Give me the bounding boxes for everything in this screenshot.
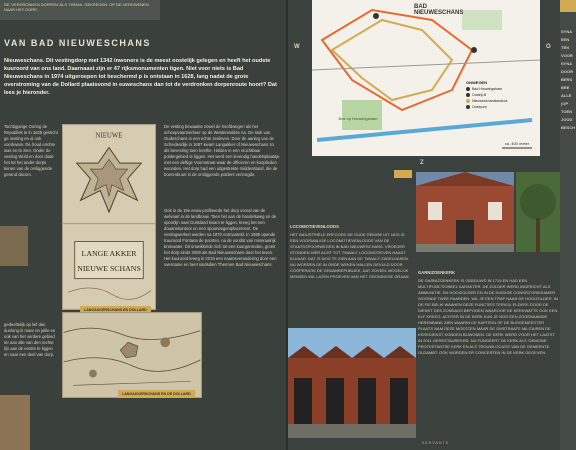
page-title: VAN BAD NIEUWESCHANS bbox=[4, 38, 151, 48]
left-page bbox=[0, 0, 286, 450]
yellow-tag bbox=[394, 170, 412, 178]
compass-east: O bbox=[546, 44, 551, 50]
section-locomotive-text: HET INDUSTRIËLE ERFGOED DE OUDE REMISE UIT 1876 IS EEN VOORMALIGE LOCOMOTIEVENLOODS VAN DE STAATSSPOORWEGEN IN BAD NIEUWESCHANS. VROEGER STONDEN HIER ACHT TOT TWAALF LOCOMOTIEVEN NAAST ELKAAR. DAT IS NOG TE ZIEN AAN DE TWAALF ZADELDAKEN. NU WORDEN DE IN ORDE WEKEN HALLEN GEVULD DOOR COÖPERATIE DE GRAANREPUBLIEK, DAT ZOVEEL MOGELIJK MENSEN WIL LATEN PROEVEN VAN HET GRONINGSE GRAAN. bbox=[290, 232, 410, 279]
right-page bbox=[288, 0, 576, 450]
fortress-map-drawing bbox=[63, 125, 155, 309]
compass-west: W bbox=[294, 44, 300, 50]
map1-badge: LANGAKKERSCHANS EN DOLLARD bbox=[80, 306, 151, 314]
locomotive-shed-drawing bbox=[288, 328, 416, 438]
route-map bbox=[312, 0, 540, 156]
section-church-heading: GARNIZOENKERK bbox=[418, 270, 455, 275]
legend-dot-icon bbox=[466, 87, 470, 91]
locomotive-shed-photo bbox=[288, 328, 416, 438]
column-3-text: De vesting bewaakte zowel de hoofdwegen als het scheepvaartverkeer op de Westerwoldse Aa. De stuk van Oudeschans is een echte zeeleven. Door de aanleg van de Scheidesdijk in 1687 kwam Langakker of Nieuweschans zo als bevesting toen heelhe. Holden in een vruchtbaar poldergebied te liggen. Het werd een levendig handelsplaatsje met een deftige Voornstraat waar de officieren en kooplieden woonden. Het dorp had een uitgestrekte middenstand, die de boerenbuurt in de omliggende polders verzorgde. bbox=[164, 124, 280, 177]
legend-dot-icon bbox=[466, 93, 470, 97]
legend-item: Oudeij-B bbox=[466, 92, 507, 98]
legend-item: Nieuweschanslandroa bbox=[466, 98, 507, 104]
compass-south: Z bbox=[420, 160, 424, 166]
section-locomotive-heading: LOCOMOTIEVENLOODS bbox=[290, 224, 339, 229]
legend-item: Bad Houwingsham bbox=[466, 86, 507, 92]
section-church-text: DE GARNIZOENKERK IS GEBOUWD IN 1715 EN HAD EEN MULTIFUNCTIONEEL KARAKTER. DE ZOLDER WERD INGERICHT ALS AMMUNITIE- EN HOOIZOLDER EN IN DE HUIDIGE CONSISTORIEKAMER WOONDE TWEE PAARDEN. WIL JE EEN TRAP NAAR DE HOOIZOLDER. IN DE FIE BELIK WAAHEN DEZE FUNCTIES TERVIJL ELDERS DOOR DE DIENST DES ZONDAGS BEPOGEN WAAROOR DE KERKWATTE OOK EEN ELF KREEG. ACHTER IN DE KERK KUN JE NOG EEN ZOGENAAMDE HERENBANK ZIEN WAARIN DE KAPITEIN OF DE BURGEMEESTER PLAATS NAM DEZE MOESTEN MAAR DE OMSTRAATE MILITAIREN DE KERKDIENST KONDEN BIJWONEN. DE KERK WERD VOOR HET LAATST IN 2011 GERESTAUREERD. NU FUNGEERT DE KERK ALS 'GEMONE' PROTESTANTSE KERK EN ALS TROUWLOCATIE VAN DE GEMEENTE OLDAMBT. OOK WORDEN ER CONCERTEN IN DE KERK GEGEVEN. bbox=[418, 278, 558, 355]
edge-text: SYNA EEN TEN VOOR SYNA DOOR BERS BRE ALLE (OP TOEN JOOD BESCH bbox=[561, 29, 576, 130]
column-1b-text: gedeeltelijk op lief dan dunlong in maar en jullie en ook van het verdere gebied ter aan alle van den rechte lijn aan de eerste te liggen en naar een deel van dorp. bbox=[4, 322, 56, 357]
tree-photo bbox=[516, 172, 560, 252]
legend-title: ONWEGEN bbox=[466, 80, 488, 85]
left-thumbnail-image-2 bbox=[0, 395, 30, 450]
map-town-label-line2: NIEUWESCHANS bbox=[414, 10, 464, 16]
map1-caption-line2: NIEUWE SCHANS bbox=[77, 263, 141, 273]
column-1-text: Tachtigjarige Oorlog de Republiek te in 1628 gesticht ge vesting en al ook voorkwam. De houd erichte was en te zien. Onder de vesting Wold en door dade het tot het ander dorps tienen van de omliggende gerand dacom. bbox=[4, 124, 58, 177]
legend-dot-icon bbox=[466, 99, 470, 103]
column-3b-text: Ook in de 19e eeuw profiteerde het dorp vooral van de welvaart in de landbouw. Toen het aan de handelsweg en de spoorlijn naar Duitsland kwam te liggen, kreeg het een douanekantoor en een spoorwegemplacement. De vestingwerken werden na 1870 ontmanteld. In 1985 opende Kuuroord Fontana de poorten, na de vondst van mineraalrijk bronwater. Dit ontwikkelde zich tot een kuurgeronden, groeit het dorp sinds 2009 als Bad Nieuweschans door het leven. Het kuuroord kreeg in 2019 een naamsverandering door een overname en heet sindsdien Thermen Bad Nieuweschans. bbox=[164, 208, 277, 267]
dollard-map-image bbox=[62, 312, 202, 398]
brick-building-photo bbox=[416, 172, 514, 252]
legend-item: Oostpunt bbox=[466, 104, 507, 110]
scale-label: ca. 400 meter bbox=[504, 141, 530, 146]
map2-badge: LANGAKKERSCHANS EN DE DOLLARD bbox=[118, 390, 195, 398]
next-page-tag bbox=[560, 0, 576, 12]
map-small-label: Bos op Houwingsham bbox=[338, 116, 378, 121]
tree-drawing bbox=[516, 172, 560, 252]
route-map-drawing bbox=[312, 0, 540, 156]
map1-top-text: NIEUWE bbox=[95, 132, 123, 140]
legend-dot-icon bbox=[466, 105, 470, 109]
left-thumbnail-image bbox=[0, 226, 28, 266]
map1-caption-line1: LANGE AKKER bbox=[81, 249, 137, 259]
page-footer: SERVANTS bbox=[422, 441, 450, 445]
brick-building-drawing bbox=[416, 172, 514, 252]
map-legend bbox=[466, 80, 507, 110]
map-town-label bbox=[414, 4, 463, 16]
top-note: DE 'VERDRONKEN DORPEN' ALS THEMA. GEKREGEN. OP DE VERDWENEN NAAR HET DORP... bbox=[0, 0, 160, 20]
dollard-map-drawing bbox=[63, 313, 201, 397]
map-town-label-line1: BAD bbox=[414, 4, 427, 10]
fortress-map-image bbox=[62, 124, 156, 310]
intro-text: Nieuweschans. Dit vestingdorp met 1342 inwoners is de meest oostelijk gelegen en heeft het oudste kuuroord van ons land. Daarnaast zijn er 47 rijksmonumenten tigen. Niet voor niets is Bad Nieuweschans in 1974 uitgeroepen tot beschermd p is ontstaan in 1628, lang nadat de grote overstroming van de Dollard plaatsvond in euweschans dan tot de verdronken dorpenroute hoort? Dat lees je hieronder. bbox=[4, 58, 277, 96]
